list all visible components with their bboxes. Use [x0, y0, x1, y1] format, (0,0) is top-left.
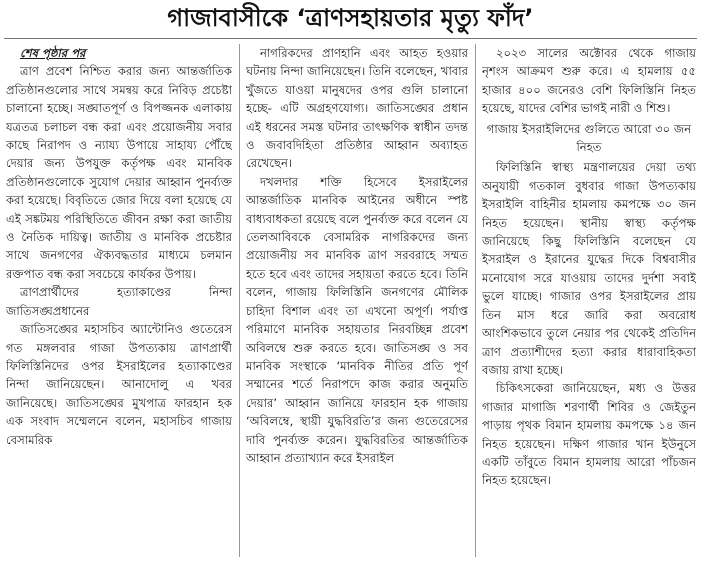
body-paragraph: নাগরিকদের প্রাণহানি এবং আহত হওয়ার ঘটনায় নিন্দা জানিয়েছেন। তিনি বলেছেন, খাবার খুঁজতে যাওয়া মানুষদের ওপর গুলি চালানো হচ্ছে- এটি অগ্রহণযোগ্য। জাতিসঙ্ঘের প্রধান এই ধরনের সমস্ত ঘটনার তাৎক্ষণিক স্বাধীন তদন্ত ও জবাবদিহিতা প্রতিষ্ঠার আহ্বান অব্যাহত রেখেছেন।	[246, 46, 468, 171]
body-paragraph: ফিলিস্তিনি স্বাস্থ্য মন্ত্রণালয়ের দেয়া তথ্য অনুযায়ী গতকাল বুধবার গাজা উপত্যকায় ইসরাইলি বাহিনীর হামলায় কমপক্ষে ৩০ জন নিহত হয়েছেন। স্থানীয় স্বাস্থ্য কর্তৃপক্ষ জানিয়েছে কিছু ফিলিস্তিনি বলেছেন যে ইসরাইল ও ইরানের যুদ্ধের দিকে বিশ্ববাসীর মনোযোগ সরে যাওয়ায় তাদের দুর্দশা সবাই ভুলে যাচ্ছে। গাজার ওপর ইসরাইলের প্রায় তিন মাস ধরে জারি করা অবরোধ আংশিকভাবে তুলে নেয়ার পর থেকেই প্রতিদিন ত্রাণ প্রত্যাশীদের হত্যা করার ধারাবাহিকতা বজায় রাখা হচ্ছে।	[482, 160, 696, 377]
column-divider-2	[475, 44, 476, 557]
subheading: গাজায় ইসরাইলিদের গুলিতে আরো ৩০ জন নিহত	[486, 121, 692, 155]
body-paragraph: ত্রাণপ্রার্থীদের হত্যাকাণ্ডের নিন্দা জাতিসঙ্ঘপ্রধানের	[6, 285, 232, 318]
column-3	[482, 44, 696, 561]
body-paragraph: দখলদার শক্তি হিসেবে ইসরাইলের আন্তর্জাতিক মানবিক আইনের অধীনে স্পষ্ট বাধ্যবাধকতা রয়েছে বলে পুনর্ব্যক্ত করে বলেন যে তেলআবিবকে বেসামরিক নাগরিকদের জন্য প্রয়োজনীয় সব মানবিক ত্রাণ সরবরাহে সম্মত হতে হবে এবং তাদের সহায়তা করতে হবে। তিনি বলেন, গাজায় ফিলিস্তিনি জনগণের মৌলিক চাহিদা বিশাল এবং তা এখনো অপূর্ণ। পর্যাপ্ত পরিমাণে মানবিক সহায়তার নিরবচ্ছিন্ন প্রবেশ অবিলম্বে শুরু করতে হবে। জাতিসঙ্ঘ ও সব মানবিক সংস্থাকে ‘মানবিক নীতির প্রতি পূর্ণ সম্মানের শর্তে নিরাপদে কাজ করার অনুমতি দেয়ার’ আহ্বান জানিয়ে ফারহান হক গাজায় ‘অবিলম্বে, স্থায়ী যুদ্ধবিরতি’র জন্য গুতেরেসের দাবি পুনর্ব্যক্ত করেন। যুদ্ধবিরতির আন্তর্জাতিক আহ্বান প্রত্যাখ্যান করে ইসরাইল	[246, 174, 468, 465]
body-paragraph: চিকিৎসকেরা জানিয়েছেন, মধ্য ও উত্তর গাজার মাগাজি শরণার্থী শিবির ও জেইতুন পাড়ায় পৃথক বিমান হামলায় কমপক্ষে ১৪ জন নিহত হয়েছেন। দক্ষিণ গাজার খান ইউনুসে একটি তাঁবুতে বিমান হামলায় আরো পাঁচজন নিহত হয়েছেন।	[482, 381, 696, 488]
column-divider-1	[239, 44, 240, 557]
headline-rule	[4, 38, 697, 39]
body-paragraph: জাতিসঙ্ঘের মহাসচিব অ্যান্টোনিও গুতেরেস গত মঙ্গলবার গাজা উপত্যকায় ত্রাণপ্রার্থী ফিলিস্তিনিদের ওপর ইসরাইলের হত্যাকাণ্ডের নিন্দা জানিয়েছেন। আনাদোলু এ খবর জানিয়েছে। জাতিসঙ্ঘের মুখপাত্র ফারহান হক এক সংবাদ সম্মেলনে বলেন, মহাসচিব গাজায় বেসামরিক	[6, 322, 232, 447]
headline: গাজাবাসীকে ‘ত্রাণসহায়তার মৃত্যু ফাঁদ’	[167, 4, 534, 32]
continued-from-label: শেষ পৃষ্ঠার পর	[20, 46, 86, 60]
body-paragraph: ২০২৩ সালের অক্টোবর থেকে গাজায় নৃশংস আক্রমণ শুরু করে। এ হামলায় ৫৫ হাজার ৪০০ জনেরও বেশি ফিলিস্তিনি নিহত হয়েছে, যাদের বেশির ভাগই নারী ও শিশু।	[482, 46, 696, 116]
column-1	[6, 44, 232, 561]
column-2	[246, 44, 468, 561]
body-paragraph: ত্রাণ প্রবেশ নিশ্চিত করার জন্য আন্তর্জাতিক প্রতিষ্ঠানগুলোর সাথে সমন্বয় করে নিবিড় প্রচেষ্টা চালানো হচ্ছে। সঙ্ঘাতপূর্ণ ও বিপজ্জনক এলাকায় যত্রতত্র চলাচল বন্ধ করা এবং প্রয়োজনীয় সবার কাছে নিরাপদ ও ন্যায্য উপায়ে সাহায্য পৌঁছে দেয়ার জন্য উপযুক্ত কর্তৃপক্ষ এবং মানবিক প্রতিষ্ঠানগুলোকে সুযোগ দেয়ার আহ্বান পুনর্ব্যক্ত করা হয়েছে। বিবৃতিতে জোর দিয়ে বলা হয়েছে যে এই সঙ্কটময় পরিস্থিতিতে জীবন রক্ষা করা জাতীয় ও নৈতিক দায়িত্ব। জাতীয় ও মানবিক প্রচেষ্টার সাথে জনগণের ঐক্যবদ্ধতার মাধ্যমে চলমান রক্তপাত বন্ধ করা সবচেয়ে কার্যকর উপায়।	[6, 64, 232, 281]
